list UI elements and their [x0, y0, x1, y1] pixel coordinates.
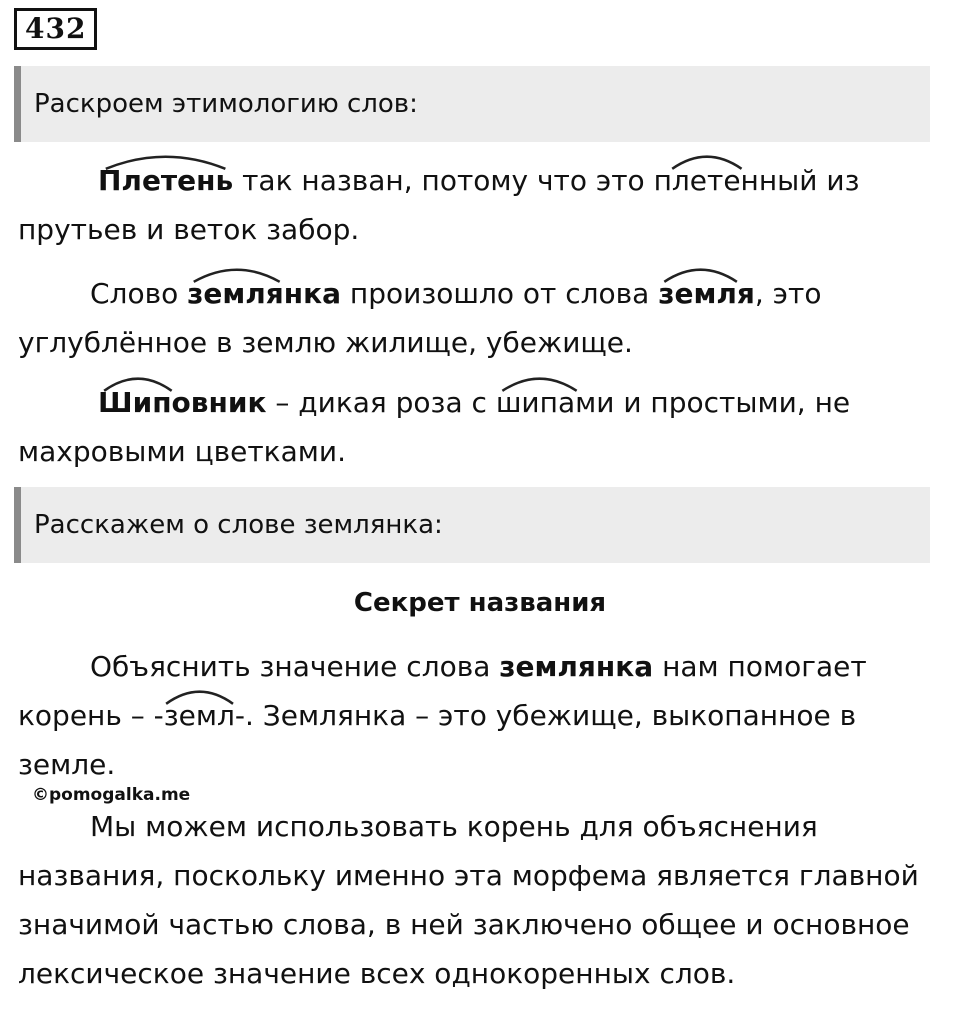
text-span: произошло от слова: [341, 277, 659, 310]
text-span: из прутьев и веток забор.: [18, 164, 860, 246]
root-word: земл: [163, 699, 235, 732]
paragraph-root-explanation: [18, 642, 938, 789]
text-span: Объяснить значение слова: [90, 650, 500, 683]
root-arc-word: [164, 691, 235, 740]
text-span: , это углублённое в землю жилище, убежище.: [18, 277, 822, 359]
bold-word: Шиповник: [98, 386, 267, 419]
root-arc-word: [658, 269, 755, 318]
bold-word: земля: [658, 277, 755, 310]
text-span: нам помогает корень – -: [18, 650, 867, 732]
section-title: Секрет названия: [353, 588, 607, 618]
bold-word: землянка: [499, 650, 654, 683]
paragraph-shipovnik: [18, 378, 938, 476]
root-arc-word: [654, 156, 818, 205]
text-span: Слово: [90, 277, 188, 310]
paragraph-conclusion: [18, 802, 938, 998]
bold-word: землянка: [187, 277, 342, 310]
text-span: – дикая роза с: [266, 386, 496, 419]
text-span: и простыми, не махровыми цветками.: [18, 386, 851, 468]
root-word: плетенный: [653, 164, 818, 197]
paragraph-zemlyanka: [18, 269, 938, 367]
text-span: Мы можем использовать корень для объяснения названия, поскольку именно эта морфема является главной значимой частью слова, в ней заключено общее и основное лексическое значение всех однокоренных слов.: [18, 810, 919, 990]
root-arc-word: [98, 378, 266, 427]
root-word: шипами: [495, 386, 615, 419]
exercise-number: 432: [14, 8, 97, 50]
banner-story: Расскажем о слове землянка:: [14, 487, 930, 563]
root-arc-word: [496, 378, 615, 427]
text-span: -. Землянка – это убежище, выкопанное в земле.: [18, 699, 857, 781]
watermark: ©pomogalka.me: [32, 785, 191, 805]
text-span: так назван, потому что это: [233, 164, 654, 197]
bold-word: Плетень: [98, 164, 234, 197]
banner-etymology: Раскроем этимологию слов:: [14, 66, 930, 142]
paragraph-pleten: [18, 156, 938, 254]
root-arc-word: [187, 269, 341, 318]
root-arc-word: [98, 156, 233, 205]
